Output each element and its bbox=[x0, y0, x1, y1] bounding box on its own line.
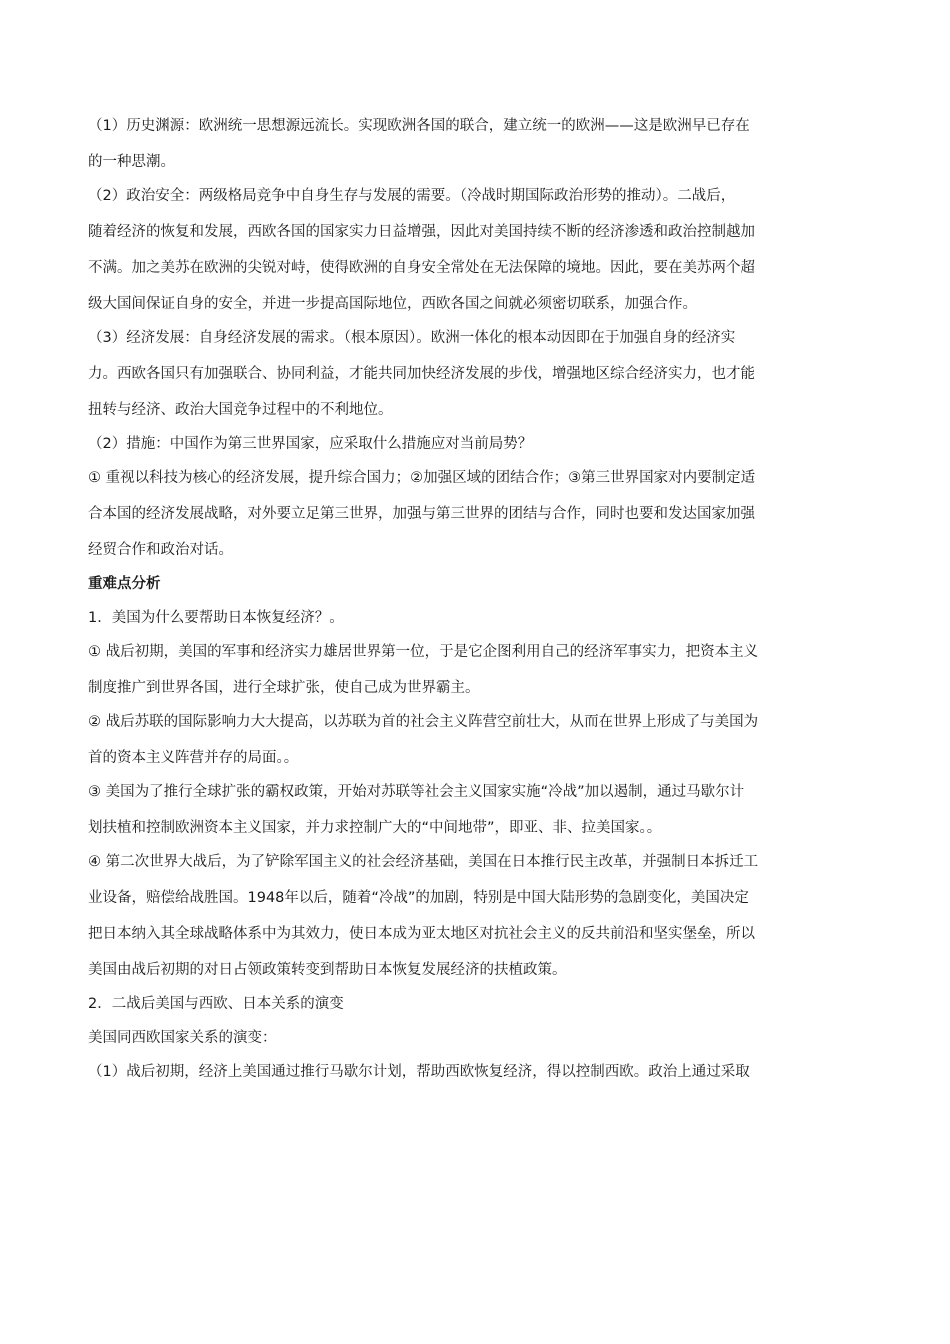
text-line: 不满。加之美苏在欧洲的尖锐对峙，使得欧洲的自身安全常处在无法保障的境地。因此，要在美苏两个超 bbox=[88, 260, 755, 276]
text-line: 力。西欧各国只有加强联合、协同利益，才能共同加快经济发展的步伐，增强地区综合经济实力，也才能 bbox=[88, 366, 755, 382]
text-line: 2．二战后美国与西欧、日本关系的演变 bbox=[88, 996, 344, 1012]
text-line: ② 战后苏联的国际影响力大大提高，以苏联为首的社会主义阵营空前壮大，从而在世界上形成了与美国为 bbox=[88, 714, 759, 730]
text-line: 把日本纳入其全球战略体系中为其效力，使日本成为亚太地区对抗社会主义的反共前沿和坚实堡垒，所以 bbox=[88, 926, 755, 942]
text-line: 1．美国为什么要帮助日本恢复经济？。 bbox=[88, 610, 344, 626]
text-line: 随着经济的恢复和发展，西欧各国的国家实力日益增强，因此对美国持续不断的经济渗透和政治控制越加 bbox=[88, 224, 755, 240]
text-line: ① 战后初期，美国的军事和经济实力雄居世界第一位，于是它企图利用自己的经济军事实力，把资本主义 bbox=[88, 644, 759, 660]
document-body bbox=[88, 112, 868, 1092]
text-line: 划扶植和控制欧洲资本主义国家，并力求控制广大的“中间地带”，即亚、非、拉美国家。。 bbox=[88, 820, 662, 836]
text-line: 合本国的经济发展战略，对外要立足第三世界，加强与第三世界的团结与合作，同时也要和发达国家加强 bbox=[88, 506, 755, 522]
text-line: 级大国间保证自身的安全，并进一步提高国际地位，西欧各国之间就必须密切联系，加强合作。 bbox=[88, 296, 697, 312]
text-line: ① 重视以科技为核心的经济发展，提升综合国力；②加强区域的团结合作；③第三世界国家对内要制定适 bbox=[88, 470, 756, 486]
text-line: 首的资本主义阵营并存的局面。。 bbox=[88, 750, 299, 766]
text-line: 美国同西欧国家关系的演变： bbox=[88, 1030, 277, 1046]
text-line: 的一种思潮。 bbox=[88, 154, 175, 170]
text-line: ④ 第二次世界大战后，为了铲除军国主义的社会经济基础，美国在日本推行民主改革，并强制日本拆迁工 bbox=[88, 854, 759, 870]
text-line: 经贸合作和政治对话。 bbox=[88, 542, 233, 558]
text-line: ③ 美国为了推行全球扩张的霸权政策，开始对苏联等社会主义国家实施“冷战”加以遏制，通过马歇尔计 bbox=[88, 784, 745, 800]
text-line: 业设备，赔偿给战胜国。1948年以后，随着“冷战”的加剧，特别是中国大陆形势的急剧变化，美国决定 bbox=[88, 890, 749, 906]
text-line: 扭转与经济、政治大国竞争过程中的不利地位。 bbox=[88, 402, 393, 418]
section-heading: 重难点分析 bbox=[88, 576, 161, 592]
text-line: （1）历史渊源：欧洲统一思想源远流长。实现欧洲各国的联合，建立统一的欧洲——这是欧洲早已存在 bbox=[88, 118, 750, 134]
text-line: 制度推广到世界各国，进行全球扩张，使自己成为世界霸主。 bbox=[88, 680, 480, 696]
text-line: 美国由战后初期的对日占领政策转变到帮助日本恢复发展经济的扶植政策。 bbox=[88, 962, 567, 978]
text-line: （3）经济发展：自身经济发展的需求。（根本原因）。欧洲一体化的根本动因即在于加强自身的经济实 bbox=[88, 330, 736, 346]
text-line: （2）措施：中国作为第三世界国家，应采取什么措施应对当前局势？ bbox=[88, 436, 533, 452]
text-line: （2）政治安全：两级格局竞争中自身生存与发展的需要。（冷战时期国际政治形势的推动）。二战后， bbox=[88, 188, 736, 204]
text-line: （1）战后初期，经济上美国通过推行马歇尔计划，帮助西欧恢复经济，得以控制西欧。政治上通过采取 bbox=[88, 1064, 750, 1080]
